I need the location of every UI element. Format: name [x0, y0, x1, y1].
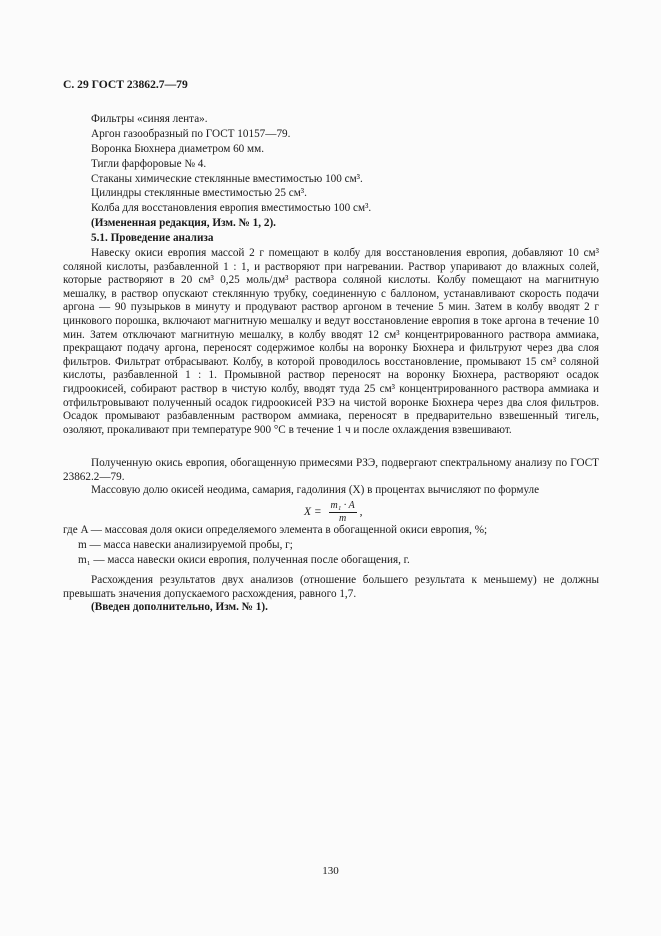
material-item: Цилиндры стеклянные вместимостью 25 см³.: [91, 187, 307, 200]
edition-note: (Измененная редакция, Изм. № 1, 2).: [91, 217, 276, 230]
material-item: Стаканы химические стеклянные вместимостью 100 см³.: [91, 172, 363, 185]
material-item: Аргон газообразный по ГОСТ 10157—79.: [91, 127, 291, 140]
tolerance-text: [63, 574, 599, 615]
material-item: Фильтры «синяя лента».: [91, 113, 208, 125]
formula-tail: ,: [359, 506, 363, 519]
formula-fraction: [329, 500, 357, 525]
definition-m1: m₁ — масса навески окиси европия, полученная после обогащения, г.: [78, 554, 410, 566]
section-title: 5.1. Проведение анализа: [91, 232, 214, 245]
formula-intro-text: [63, 484, 599, 498]
page-header: С. 29 ГОСТ 23862.7—79: [63, 78, 188, 91]
formula-lhs: X =: [304, 506, 322, 519]
mass-fraction-formula: [304, 500, 362, 525]
edition-note-2: (Введен дополнительно, Изм. № 1).: [91, 601, 268, 614]
formula-numerator: m₁ · A: [330, 500, 355, 511]
material-item: Воронка Бюхнера диаметром 60 мм.: [91, 142, 265, 155]
formula-intro-paragraph: Массовую долю окисей неодима, самария, гадолиния (X) в процентах вычисляют по формуле: [91, 484, 540, 496]
material-item: Тигли фарфоровые № 4.: [91, 157, 207, 170]
formula-definitions: [63, 524, 599, 569]
procedure-paragraph: Навеску окиси европия массой 2 г помещают в колбу для восстановления европия, добавляют 10 см³ соляной кислоты, разбавленной 1 : 1, и растворяют при нагревании. Раствор упаривают до влажных солей, которые растворяют в 20 см³ 0,25 моль/дм³ раствора соляной кислоты. Колбу помещают на магнитную мешалку, в раствор опускают стеклянную трубку, соединенную с баллоном, устанавливают скорость подачи аргона — 90 пузырьков в минуту и продувают раствор аргоном в течение 5 мин. Затем в колбу вводят 2 г цинкового порошка, включают магнитную мешалку и ведут восстановление европия в токе аргона в течение 10 мин. Затем отключают магнитную мешалку, в колбу вводят 12 см³ концентрированного раствора аммиака, прекращают подачу аргона, переносят содержимое колбы на воронку Бюхнера и фильтруют через два слоя фильтров. Фильтрат отбрасывают. Колбу, в которой проводилось восстановление, промывают 15 см³ соляной кислоты, разбавленной 1 : 1. Промывной раствор переносят на воронку Бюхнера, растворяют осадок гидроокисей, собирают раствор в чистую колбу, вводят туда 25 см³ концентрированного раствора аммиака и отфильтровывают полученный осадок гидроокисей РЗЭ на чистой воронке Бюхнера через два слоя фильтров. Осадок промывают разбавленным раствором аммиака, переносят в предварительно взвешенный тигель, озоляют, прокаливают при температуре 900 °С в течение 1 ч и после охлаждения взвешивают.: [63, 247, 599, 436]
spectral-paragraph: Полученную окись европия, обогащенную примесями РЗЭ, подвергают спектральному анализу по ГОСТ 23862.2—79.: [63, 457, 599, 483]
definition-m: m — масса навески анализируемой пробы, г;: [78, 539, 293, 551]
spectral-analysis-text: [63, 457, 599, 484]
page-number: 130: [322, 865, 339, 877]
materials-list: [91, 113, 371, 247]
formula-denominator: m: [339, 513, 347, 524]
tolerance-paragraph: Расхождения результатов двух анализов (отношение большего результата к меньшему) не должны превышать значения допускаемого расхождения, равного 1,7.: [63, 574, 599, 600]
procedure-text: [63, 247, 599, 437]
definition-a: где A — массовая доля окиси определяемого элемента в обогащенной окиси европия, %;: [63, 524, 488, 536]
material-item: Колба для восстановления европия вместимостью 100 см³.: [91, 202, 372, 215]
